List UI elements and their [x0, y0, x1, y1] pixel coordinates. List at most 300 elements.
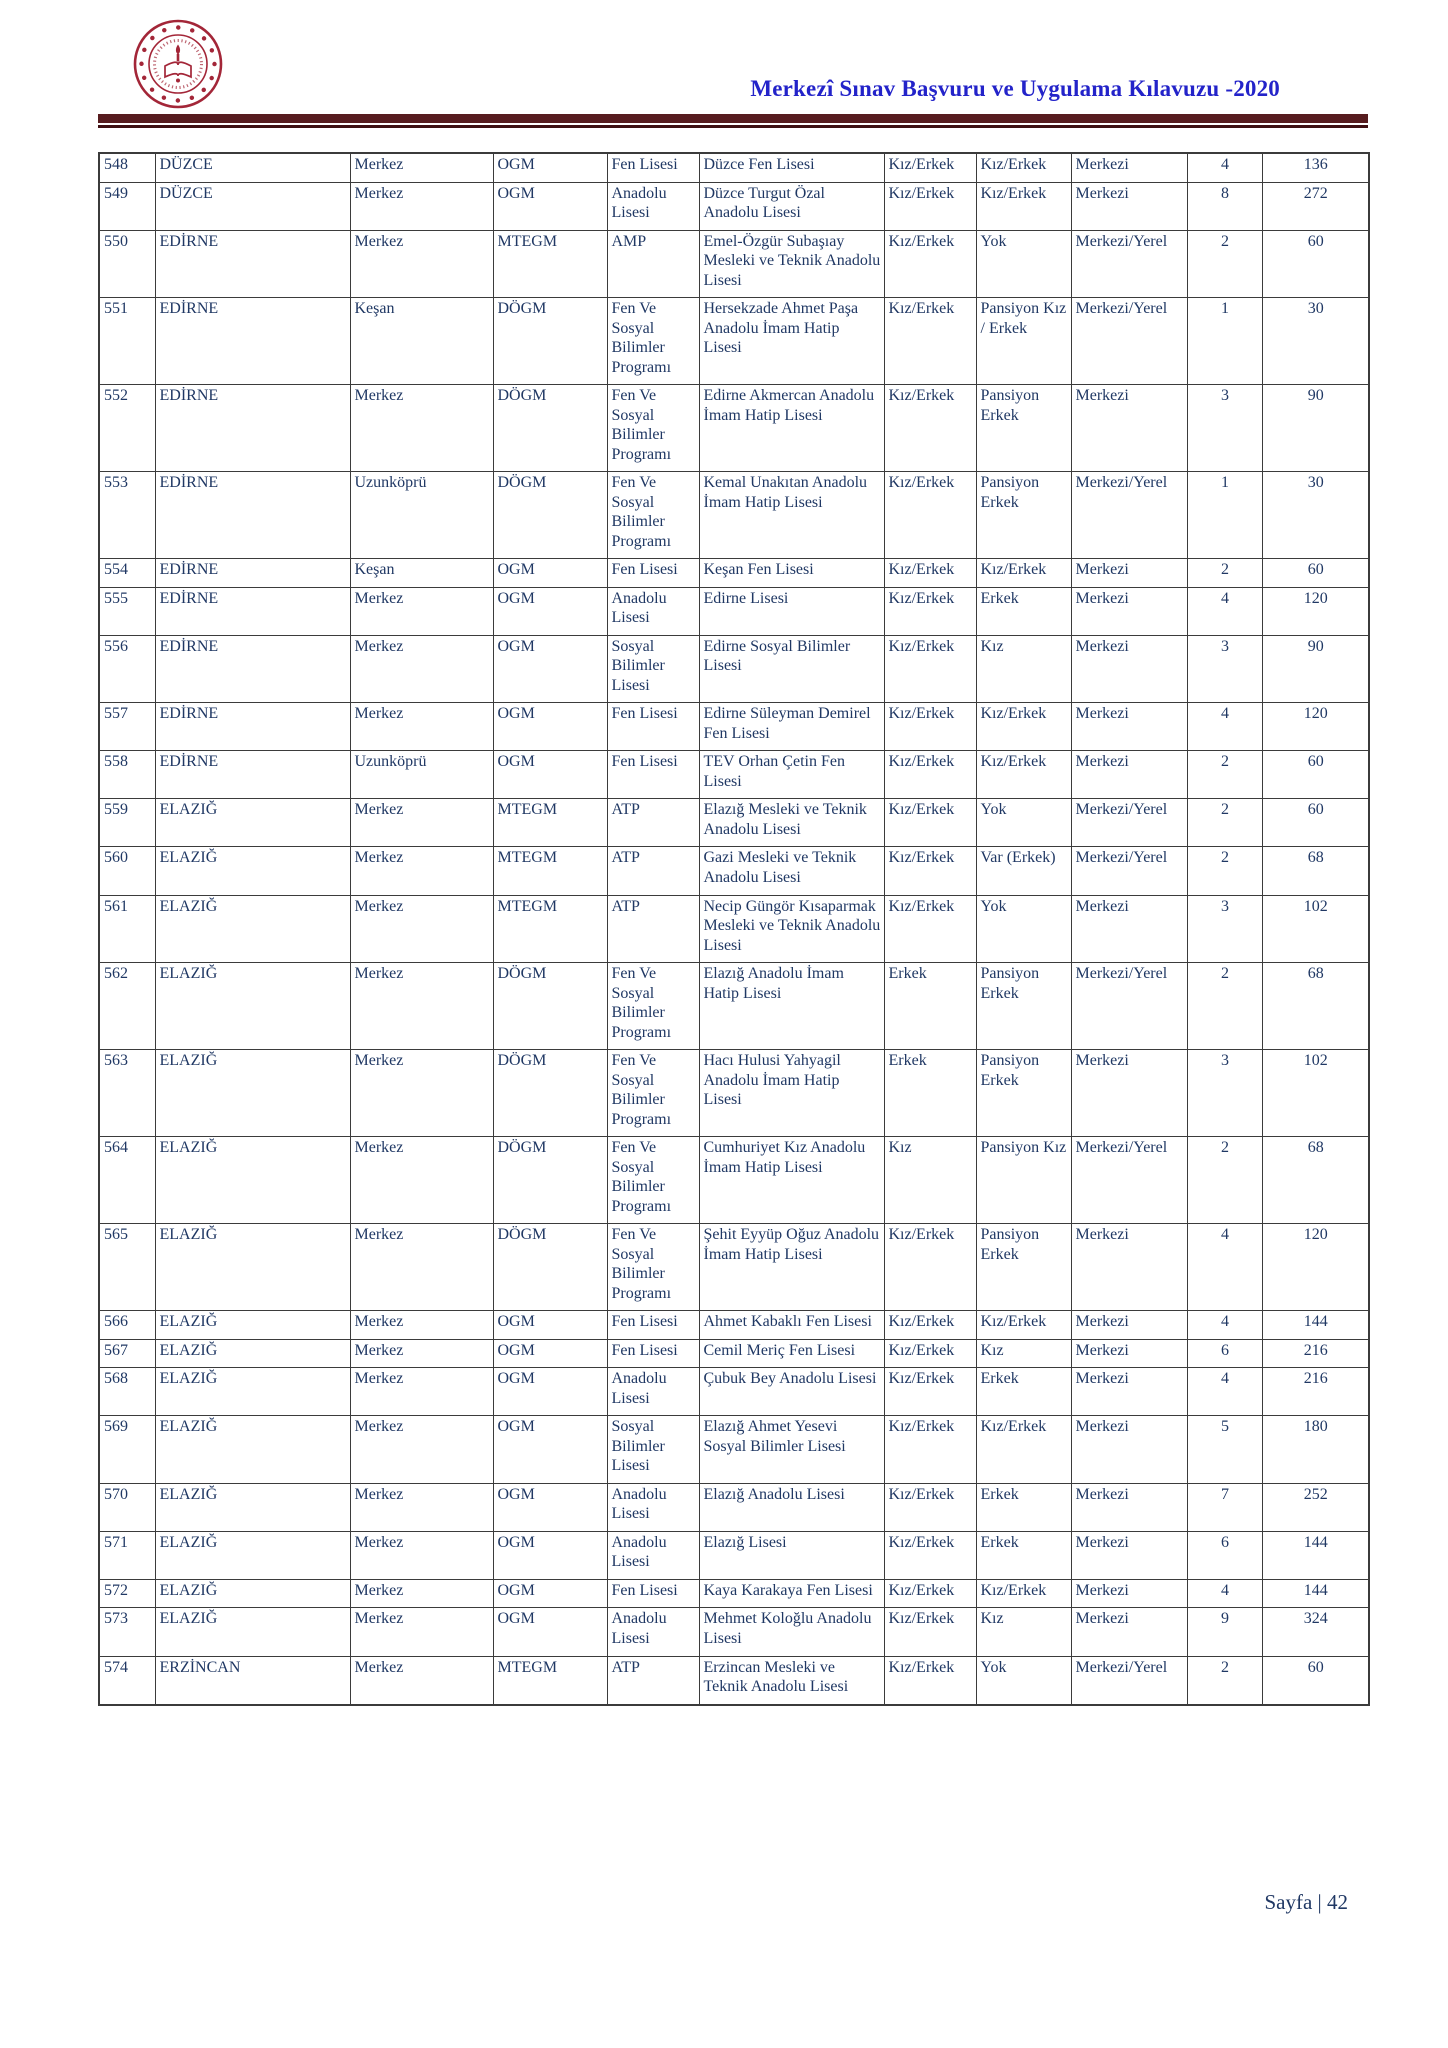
table-cell: Erkek — [884, 963, 976, 1050]
table-cell: DÖGM — [493, 1224, 607, 1311]
table-cell: EDİRNE — [155, 635, 350, 703]
table-cell: 30 — [1262, 472, 1369, 559]
table-cell: Edirne Sosyal Bilimler Lisesi — [699, 635, 884, 703]
table-row — [99, 1368, 1369, 1416]
table-cell: Erkek — [976, 1368, 1071, 1416]
table-cell: Kız/Erkek — [884, 635, 976, 703]
table-cell: Anadolu Lisesi — [607, 1531, 699, 1579]
table-cell: 3 — [1187, 385, 1262, 472]
table-cell: Fen Ve Sosyal Bilimler Programı — [607, 298, 699, 385]
table-cell: 550 — [99, 230, 155, 298]
table-cell: EDİRNE — [155, 751, 350, 799]
table-cell: Merkezi — [1071, 1368, 1187, 1416]
table-cell: 144 — [1262, 1311, 1369, 1340]
table-cell: Merkezi/Yerel — [1071, 963, 1187, 1050]
table-cell: 551 — [99, 298, 155, 385]
table-cell: Merkez — [350, 1050, 493, 1137]
table-cell: 572 — [99, 1579, 155, 1608]
table-cell: Merkez — [350, 799, 493, 847]
table-cell: ELAZIĞ — [155, 1579, 350, 1608]
table-cell: Merkez — [350, 230, 493, 298]
document-title: Merkezî Sınav Başvuru ve Uygulama Kılavuzu -2020 — [750, 76, 1280, 101]
table-cell: Pansiyon Kız — [976, 1137, 1071, 1224]
table-cell: Elazığ Lisesi — [699, 1531, 884, 1579]
table-cell: Var (Erkek) — [976, 847, 1071, 895]
table-cell: Kız — [884, 1137, 976, 1224]
table-cell: Merkez — [350, 963, 493, 1050]
table-cell: OGM — [493, 1531, 607, 1579]
table-cell: Necip Güngör Kısaparmak Mesleki ve Teknik Anadolu Lisesi — [699, 895, 884, 963]
table-cell: 2 — [1187, 1656, 1262, 1705]
table-cell: 68 — [1262, 1137, 1369, 1224]
table-cell: Merkezi/Yerel — [1071, 1137, 1187, 1224]
table-cell: 4 — [1187, 153, 1262, 182]
table-cell: EDİRNE — [155, 472, 350, 559]
table-row — [99, 1656, 1369, 1705]
table-cell: 3 — [1187, 1050, 1262, 1137]
table-cell: OGM — [493, 182, 607, 230]
table-cell: 549 — [99, 182, 155, 230]
table-cell: Erkek — [976, 1483, 1071, 1531]
table-cell: Kız/Erkek — [976, 703, 1071, 751]
table-cell: Kız/Erkek — [884, 1531, 976, 1579]
table-cell: ELAZIĞ — [155, 963, 350, 1050]
table-cell: OGM — [493, 703, 607, 751]
table-cell: 120 — [1262, 587, 1369, 635]
table-cell: 569 — [99, 1416, 155, 1484]
table-cell: ELAZIĞ — [155, 1339, 350, 1368]
table-cell: ATP — [607, 847, 699, 895]
table-cell: ELAZIĞ — [155, 1531, 350, 1579]
table-cell: Uzunköprü — [350, 751, 493, 799]
table-cell: Anadolu Lisesi — [607, 1368, 699, 1416]
table-cell: Kız/Erkek — [976, 751, 1071, 799]
table-cell: OGM — [493, 153, 607, 182]
table-cell: 2 — [1187, 751, 1262, 799]
table-cell: Merkezi — [1071, 1608, 1187, 1656]
table-cell: Merkez — [350, 1368, 493, 1416]
table-cell: Yok — [976, 895, 1071, 963]
header-rule — [98, 114, 1368, 128]
table-cell: 562 — [99, 963, 155, 1050]
table-row — [99, 298, 1369, 385]
table-cell: Fen Ve Sosyal Bilimler Programı — [607, 1224, 699, 1311]
table-row — [99, 963, 1369, 1050]
table-cell: Kız/Erkek — [884, 1416, 976, 1484]
table-cell: 216 — [1262, 1339, 1369, 1368]
table-cell: Kız/Erkek — [884, 230, 976, 298]
table-cell: Merkez — [350, 1224, 493, 1311]
table-cell: Merkezi — [1071, 385, 1187, 472]
table-cell: OGM — [493, 1483, 607, 1531]
table-cell: Fen Lisesi — [607, 1311, 699, 1340]
table-cell: Kız/Erkek — [976, 153, 1071, 182]
table-cell: Kız — [976, 1608, 1071, 1656]
table-cell: Edirne Süleyman Demirel Fen Lisesi — [699, 703, 884, 751]
table-row — [99, 1531, 1369, 1579]
table-cell: 565 — [99, 1224, 155, 1311]
table-cell: 548 — [99, 153, 155, 182]
table-cell: 4 — [1187, 1224, 1262, 1311]
table-cell: Kız/Erkek — [976, 559, 1071, 588]
table-cell: 272 — [1262, 182, 1369, 230]
table-cell: Kaya Karakaya Fen Lisesi — [699, 1579, 884, 1608]
table-cell: Merkez — [350, 1483, 493, 1531]
table-cell: ATP — [607, 799, 699, 847]
table-cell: Kız/Erkek — [976, 1416, 1071, 1484]
table-cell: 90 — [1262, 385, 1369, 472]
table-cell: 568 — [99, 1368, 155, 1416]
table-cell: Düzce Turgut Özal Anadolu Lisesi — [699, 182, 884, 230]
table-row — [99, 1608, 1369, 1656]
table-cell: 136 — [1262, 153, 1369, 182]
table-cell: TEV Orhan Çetin Fen Lisesi — [699, 751, 884, 799]
table-cell: 6 — [1187, 1339, 1262, 1368]
table-cell: ATP — [607, 1656, 699, 1705]
table-cell: Hacı Hulusi Yahyagil Anadolu İmam Hatip Lisesi — [699, 1050, 884, 1137]
table-cell: Merkez — [350, 587, 493, 635]
table-row — [99, 1311, 1369, 1340]
table-cell: Merkezi — [1071, 182, 1187, 230]
table-cell: Merkezi — [1071, 1224, 1187, 1311]
table-cell: Cumhuriyet Kız Anadolu İmam Hatip Lisesi — [699, 1137, 884, 1224]
table-cell: ATP — [607, 895, 699, 963]
table-cell: 556 — [99, 635, 155, 703]
table-cell: ELAZIĞ — [155, 799, 350, 847]
header-rule-thin-bar — [98, 125, 1368, 128]
table-row — [99, 472, 1369, 559]
table-row — [99, 1483, 1369, 1531]
table-cell: Elazığ Mesleki ve Teknik Anadolu Lisesi — [699, 799, 884, 847]
table-cell: Merkezi — [1071, 635, 1187, 703]
table-cell: Fen Lisesi — [607, 559, 699, 588]
table-cell: Kız/Erkek — [884, 1579, 976, 1608]
table-cell: EDİRNE — [155, 230, 350, 298]
table-cell: 90 — [1262, 635, 1369, 703]
table-cell: DÜZCE — [155, 153, 350, 182]
table-cell: 571 — [99, 1531, 155, 1579]
table-cell: Kız/Erkek — [884, 385, 976, 472]
table-cell: Pansiyon Erkek — [976, 385, 1071, 472]
table-row — [99, 385, 1369, 472]
table-cell: OGM — [493, 1339, 607, 1368]
table-cell: Edirne Lisesi — [699, 587, 884, 635]
table-row — [99, 847, 1369, 895]
table-cell: 5 — [1187, 1416, 1262, 1484]
table-cell: Elazığ Ahmet Yesevi Sosyal Bilimler Lisesi — [699, 1416, 884, 1484]
table-cell: Sosyal Bilimler Lisesi — [607, 1416, 699, 1484]
table-cell: Uzunköprü — [350, 472, 493, 559]
table-cell: 553 — [99, 472, 155, 559]
table-cell: Merkezi — [1071, 1311, 1187, 1340]
table-cell: EDİRNE — [155, 703, 350, 751]
table-cell: Kız/Erkek — [884, 703, 976, 751]
table-cell: Pansiyon Erkek — [976, 1050, 1071, 1137]
table-cell: Emel-Özgür Subaşıay Mesleki ve Teknik Anadolu Lisesi — [699, 230, 884, 298]
table-cell: DÖGM — [493, 472, 607, 559]
table-cell: Merkez — [350, 1531, 493, 1579]
table-cell: Fen Lisesi — [607, 1339, 699, 1368]
table-row — [99, 635, 1369, 703]
table-cell: Fen Lisesi — [607, 153, 699, 182]
table-cell: Kız/Erkek — [976, 1311, 1071, 1340]
table-cell: Elazığ Anadolu İmam Hatip Lisesi — [699, 963, 884, 1050]
table-cell: 324 — [1262, 1608, 1369, 1656]
table-cell: Fen Lisesi — [607, 1579, 699, 1608]
table-cell: Kız/Erkek — [884, 559, 976, 588]
table-cell: Merkezi — [1071, 1579, 1187, 1608]
table-cell: Kız/Erkek — [884, 182, 976, 230]
table-cell: OGM — [493, 1416, 607, 1484]
table-cell: Fen Lisesi — [607, 703, 699, 751]
table-row — [99, 230, 1369, 298]
table-cell: Erkek — [884, 1050, 976, 1137]
table-cell: Yok — [976, 799, 1071, 847]
table-cell: Şehit Eyyüp Oğuz Anadolu İmam Hatip Lisesi — [699, 1224, 884, 1311]
table-cell: Kız/Erkek — [884, 1656, 976, 1705]
table-cell: Merkezi/Yerel — [1071, 230, 1187, 298]
table-cell: Ahmet Kabaklı Fen Lisesi — [699, 1311, 884, 1340]
table-cell: OGM — [493, 635, 607, 703]
table-cell: Merkez — [350, 635, 493, 703]
table-cell: 102 — [1262, 1050, 1369, 1137]
table-cell: Anadolu Lisesi — [607, 587, 699, 635]
table-cell: EDİRNE — [155, 385, 350, 472]
table-cell: Kız/Erkek — [884, 1311, 976, 1340]
table-cell: MTEGM — [493, 895, 607, 963]
table-cell: ERZİNCAN — [155, 1656, 350, 1705]
table-cell: Yok — [976, 1656, 1071, 1705]
table-cell: ELAZIĞ — [155, 895, 350, 963]
table-row — [99, 559, 1369, 588]
table-cell: Kız/Erkek — [884, 472, 976, 559]
table-cell: 60 — [1262, 1656, 1369, 1705]
table-cell: Merkezi/Yerel — [1071, 472, 1187, 559]
table-cell: 144 — [1262, 1531, 1369, 1579]
table-cell: Merkezi — [1071, 895, 1187, 963]
table-cell: EDİRNE — [155, 587, 350, 635]
table-cell: Merkezi — [1071, 587, 1187, 635]
table-cell: 4 — [1187, 1311, 1262, 1340]
table-cell: Kız/Erkek — [976, 182, 1071, 230]
table-cell: Keşan — [350, 559, 493, 588]
table-cell: 552 — [99, 385, 155, 472]
table-cell: 561 — [99, 895, 155, 963]
table-cell: 180 — [1262, 1416, 1369, 1484]
table-cell: Edirne Akmercan Anadolu İmam Hatip Lisesi — [699, 385, 884, 472]
table-cell: Merkez — [350, 1311, 493, 1340]
table-cell: DÖGM — [493, 298, 607, 385]
table-cell: Yok — [976, 230, 1071, 298]
table-cell: Elazığ Anadolu Lisesi — [699, 1483, 884, 1531]
table-cell: Merkez — [350, 703, 493, 751]
table-cell: 216 — [1262, 1368, 1369, 1416]
table-cell: AMP — [607, 230, 699, 298]
table-cell: ELAZIĞ — [155, 1050, 350, 1137]
table-cell: Merkezi — [1071, 1339, 1187, 1368]
table-row — [99, 751, 1369, 799]
table-cell: 60 — [1262, 799, 1369, 847]
table-cell: ELAZIĞ — [155, 1224, 350, 1311]
table-cell: ELAZIĞ — [155, 847, 350, 895]
table-cell: 564 — [99, 1137, 155, 1224]
table-cell: Kız/Erkek — [884, 1483, 976, 1531]
table-cell: Hersekzade Ahmet Paşa Anadolu İmam Hatip Lisesi — [699, 298, 884, 385]
page-number — [98, 1890, 1368, 1915]
table-cell: 574 — [99, 1656, 155, 1705]
table-cell: OGM — [493, 751, 607, 799]
table-cell: 557 — [99, 703, 155, 751]
table-cell: 554 — [99, 559, 155, 588]
table-row — [99, 1416, 1369, 1484]
table-cell: 120 — [1262, 1224, 1369, 1311]
table-cell: MTEGM — [493, 1656, 607, 1705]
table-cell: 4 — [1187, 587, 1262, 635]
table-cell: Kemal Unakıtan Anadolu İmam Hatip Lisesi — [699, 472, 884, 559]
table-cell: Kız/Erkek — [884, 1224, 976, 1311]
table-cell: Merkez — [350, 895, 493, 963]
table-cell: Gazi Mesleki ve Teknik Anadolu Lisesi — [699, 847, 884, 895]
table-cell: Kız/Erkek — [884, 1608, 976, 1656]
table-cell: Merkez — [350, 182, 493, 230]
table-cell: 3 — [1187, 635, 1262, 703]
table-cell: Cemil Meriç Fen Lisesi — [699, 1339, 884, 1368]
table-cell: Merkez — [350, 1579, 493, 1608]
table-cell: OGM — [493, 1368, 607, 1416]
table-cell: Anadolu Lisesi — [607, 182, 699, 230]
table-cell: 60 — [1262, 230, 1369, 298]
table-cell: Merkez — [350, 1339, 493, 1368]
table-cell: MTEGM — [493, 230, 607, 298]
table-cell: 6 — [1187, 1531, 1262, 1579]
table-cell: DÖGM — [493, 963, 607, 1050]
table-cell: ELAZIĞ — [155, 1368, 350, 1416]
table-cell: Mehmet Koloğlu Anadolu Lisesi — [699, 1608, 884, 1656]
table-row — [99, 153, 1369, 182]
table-cell: Fen Ve Sosyal Bilimler Programı — [607, 1137, 699, 1224]
table-cell: 4 — [1187, 703, 1262, 751]
table-cell: OGM — [493, 587, 607, 635]
table-cell: 8 — [1187, 182, 1262, 230]
table-cell: Kız/Erkek — [884, 298, 976, 385]
table-row — [99, 1339, 1369, 1368]
table-cell: Sosyal Bilimler Lisesi — [607, 635, 699, 703]
table-cell: Kız — [976, 635, 1071, 703]
table-cell: Erkek — [976, 1531, 1071, 1579]
table-cell: 3 — [1187, 895, 1262, 963]
table-cell: Merkezi — [1071, 153, 1187, 182]
table-cell: Merkez — [350, 385, 493, 472]
table-cell: Merkez — [350, 1416, 493, 1484]
table-body — [99, 153, 1369, 1705]
table-cell: Pansiyon Erkek — [976, 963, 1071, 1050]
table-cell: 570 — [99, 1483, 155, 1531]
table-cell: EDİRNE — [155, 298, 350, 385]
table-cell: 2 — [1187, 1137, 1262, 1224]
table-cell: DÖGM — [493, 1050, 607, 1137]
table-cell: Fen Ve Sosyal Bilimler Programı — [607, 963, 699, 1050]
table-cell: 60 — [1262, 751, 1369, 799]
table-cell: 1 — [1187, 472, 1262, 559]
table-cell: 555 — [99, 587, 155, 635]
table-cell: 558 — [99, 751, 155, 799]
table-cell: Pansiyon Erkek — [976, 1224, 1071, 1311]
table-cell: Merkezi/Yerel — [1071, 847, 1187, 895]
table-cell: Merkez — [350, 1608, 493, 1656]
table-cell: ELAZIĞ — [155, 1416, 350, 1484]
table-cell: OGM — [493, 1608, 607, 1656]
table-row — [99, 1224, 1369, 1311]
table-cell: 2 — [1187, 559, 1262, 588]
table-cell: 2 — [1187, 799, 1262, 847]
table-cell: Merkez — [350, 1656, 493, 1705]
table-cell: Erkek — [976, 587, 1071, 635]
table-cell: 4 — [1187, 1579, 1262, 1608]
table-cell: Merkez — [350, 153, 493, 182]
table-cell: Merkezi/Yerel — [1071, 799, 1187, 847]
table-cell: Fen Ve Sosyal Bilimler Programı — [607, 385, 699, 472]
table-cell: Merkezi/Yerel — [1071, 298, 1187, 385]
table-cell: Fen Ve Sosyal Bilimler Programı — [607, 472, 699, 559]
table-cell: Keşan Fen Lisesi — [699, 559, 884, 588]
table-cell: Merkezi — [1071, 1050, 1187, 1137]
table-cell: Merkez — [350, 847, 493, 895]
table-cell: ELAZIĞ — [155, 1137, 350, 1224]
table-cell: Keşan — [350, 298, 493, 385]
table-cell: OGM — [493, 559, 607, 588]
table-cell: Merkezi — [1071, 1531, 1187, 1579]
table-cell: DÖGM — [493, 1137, 607, 1224]
table-cell: Çubuk Bey Anadolu Lisesi — [699, 1368, 884, 1416]
table-cell: ELAZIĞ — [155, 1311, 350, 1340]
table-row — [99, 587, 1369, 635]
table-cell: Düzce Fen Lisesi — [699, 153, 884, 182]
table-cell: Kız/Erkek — [884, 847, 976, 895]
table-cell: Merkez — [350, 1137, 493, 1224]
table-cell: Fen Ve Sosyal Bilimler Programı — [607, 1050, 699, 1137]
table-cell: Kız/Erkek — [884, 1368, 976, 1416]
table-cell: Pansiyon Kız / Erkek — [976, 298, 1071, 385]
schools-table — [98, 152, 1370, 1706]
table-cell: 1 — [1187, 298, 1262, 385]
table-cell: 9 — [1187, 1608, 1262, 1656]
table-cell: Merkezi — [1071, 1416, 1187, 1484]
table-cell: Kız/Erkek — [884, 1339, 976, 1368]
header-rule-thick-bar — [98, 114, 1368, 123]
table-cell: ELAZIĞ — [155, 1608, 350, 1656]
table-cell: 252 — [1262, 1483, 1369, 1531]
table-cell: 68 — [1262, 847, 1369, 895]
table-cell: Merkezi — [1071, 751, 1187, 799]
table-cell: 30 — [1262, 298, 1369, 385]
table-cell: EDİRNE — [155, 559, 350, 588]
table-row — [99, 895, 1369, 963]
table-cell: 2 — [1187, 230, 1262, 298]
table-cell: Pansiyon Erkek — [976, 472, 1071, 559]
table-cell: 563 — [99, 1050, 155, 1137]
table-cell: Kız/Erkek — [884, 587, 976, 635]
table-cell: 2 — [1187, 963, 1262, 1050]
table-cell: 7 — [1187, 1483, 1262, 1531]
table-row — [99, 182, 1369, 230]
table-cell: Kız/Erkek — [884, 153, 976, 182]
table-cell: 2 — [1187, 847, 1262, 895]
table-cell: Kız/Erkek — [884, 799, 976, 847]
table-cell: 560 — [99, 847, 155, 895]
table-cell: 559 — [99, 799, 155, 847]
table-cell: Kız/Erkek — [884, 751, 976, 799]
table-cell: Kız/Erkek — [884, 895, 976, 963]
